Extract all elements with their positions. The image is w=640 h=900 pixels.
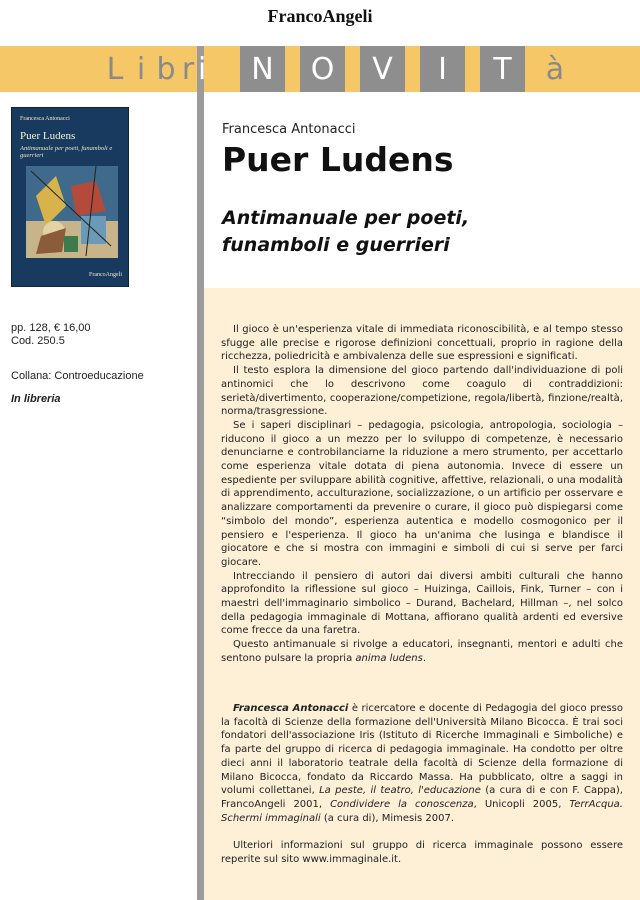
pages-price: pp. 128, € 16,00 [11,322,91,334]
banner-letter: r [181,52,195,87]
banner-letter-i: i [198,52,207,87]
description-text: . [422,652,427,664]
subtitle-line: Antimanuale per poeti, [222,207,470,229]
book-subtitle [222,205,622,259]
cover-author: Francesca Antonacci [20,116,70,122]
banner-letter: b [156,52,176,87]
cover-artwork [26,166,118,258]
description-italic: anima ludens [355,652,423,664]
cover-publisher: FrancoAngeli [89,272,122,278]
bio-text: (a cura di), Mimesis 2007. [320,812,455,824]
bio-italic: Condividere la conoscenza [330,798,474,810]
banner-letter: V [372,52,393,87]
description-paragraph: Intrecciando il pensiero di autori dai diversi ambiti culturali che hanno approfondito la riflessione sul gioco – Huizinga, Caillois, Fink, Turner – con i maestri dell'immaginario simbolico – Durand, Bachelard, Hillman –, nel solco della pedagogia immaginale di Mottana, affiorano qualità ardenti ed eversive come frecce da una faretra. [221,570,623,637]
description-paragraph: Il testo esplora la dimensione del gioco partendo dall'individuazione di poli antinomici che lo descrivono come coagulo di contraddizioni: serietà/divertimento, cooperazione/competizione, regola/libertà, finzione/realtà, norma/trasgressione. [221,365,623,418]
banner-letter: N [251,52,274,87]
banner-letter: à [545,52,565,87]
series: Collana: Controeducazione [11,370,144,382]
bio-paragraph [221,702,623,825]
banner-letter: I [438,52,447,87]
description-paragraph: Il gioco è un'esperienza vitale di immediata riconoscibilità, e al tempo stesso sfugge alle precise e rigorose definizioni concettuali, proprio in ragione della ricchezza, poliedricità e ambivalenza delle sue espressioni e significati. [221,324,623,363]
bio-text: è ricercatore e docente di Pedagogia del gioco presso la facoltà di Scienze della formazione dell'Università Milano Bicocca. È trai soci fondatori dell'associazione Iris (Istituto di Ricerche Immaginali e Simboliche) e fa parte del gruppo di ricerca di pedagogia immaginale. Ha condotto per oltre dieci anni il laboratorio teatrale della facoltà di Scienze della formazione di Milano Bicocca, fondato da Riccardo Massa. Ha pubblicato, oltre a saggi in volumi collettanei, [221,703,624,797]
vertical-divider [197,92,204,900]
cover-subtitle: Antimanuale per poeti, funamboli e guerrieri [20,145,113,159]
bio-more-info: Ulteriori informazioni sul gruppo di ricerca immaginale possono essere reperite sul sito www.immaginale.it. [221,840,623,866]
banner-letter: i [136,52,146,87]
bio-text: (a cura di e con F. Cappa), FrancoAngeli 2001, [221,785,623,810]
banner-letter: T [493,52,512,87]
publisher-name: FrancoAngeli [267,6,373,26]
banner-letter: L [106,52,124,87]
book-cover [11,107,129,287]
cover-title: Puer Ludens [20,130,76,142]
book-author: Francesca Antonacci [222,122,356,137]
banner-letter: O [310,52,335,87]
description-paragraph: Se i saperi disciplinari – pedagogia, psicologia, antropologia, sociologia – riducono il gioco a un mezzo per lo sviluppo di competenze, è necessario denunciarne e controbilanciarne la riduzione a mero strumento, per accettarlo come esperienza vitale dotata di piena autonomia. Invece di essere un espediente per sviluppare abilità cognitive, affettive, relazionali, o una modalità di apprendimento, acculturazione, socializzazione, o un artificio per osservare e analizzare comportamenti da prevenire o curare, il gioco può dispiegarsi come “simbolo del mondo”, esperienza autentica e modello cosmogonico per il pensiero e l'esperienza. Il gioco ha un'anima che lusinga e blandisce il giocatore e che si mostra con immagini e simboli di cui si serve per farci giocare. [221,419,623,568]
book-title: Puer Ludens [222,140,454,179]
description [221,323,623,666]
bio-italic: La peste, il teatro, l'educazione [319,785,481,797]
bio-text: , Unicopli 2005, [473,798,570,810]
bio-italic: TerrAcqua. Schermi immaginali [221,798,623,824]
subtitle-line: funamboli e guerrieri [222,234,450,256]
availability: In libreria [11,393,61,405]
banner [0,46,640,92]
bio-author-name: Francesca Antonacci [233,703,349,714]
description-text: Questo antimanuale si rivolge a educatori, insegnanti, mentori e adulti che sentono pulsare la propria [221,639,623,664]
description-paragraph [221,638,623,665]
book-code: Cod. 250.5 [11,335,65,347]
author-bio [221,702,623,867]
